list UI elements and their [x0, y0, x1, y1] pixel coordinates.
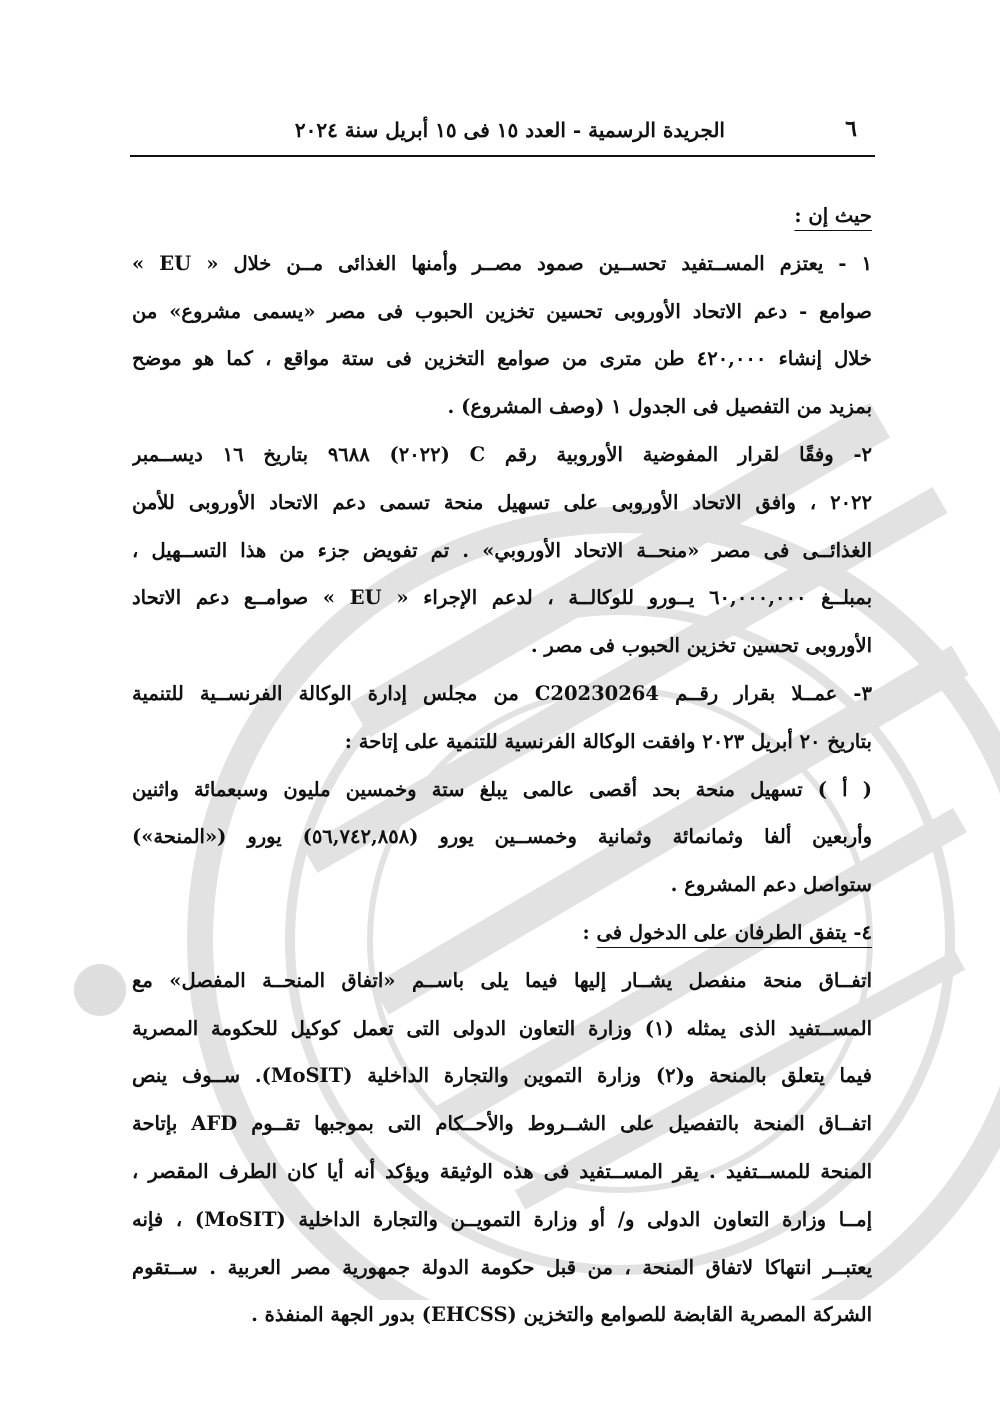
text-line: بتاريخ ٢٠ أبريل ٢٠٢٣ وافقت الوكالة الفرنسية للتنمية على إتاحة : [344, 729, 872, 753]
text-line: فيما يتعلق بالمنحة و(٢) وزارة التموين والتجارة الداخلية (MoSIT). ســوف ينص [132, 1064, 872, 1088]
text-line: الأوروبى تحسين تخزين الحبوب فى مصر . [530, 634, 872, 658]
header-divider [130, 155, 875, 157]
page-number: ٦ [845, 116, 857, 142]
text-line: المنحة للمســتفيد . يقر المســتفيد فى هذه الوثيقة ويؤكد أنه أيا كان الطرف المقصر ، [132, 1159, 872, 1183]
text-line: ٢- وفقًا لقرار المفوضية الأوروبية رقم C (٢٠٢٢) ٩٦٨٨ بتاريخ ١٦ ديســمبر [132, 442, 872, 466]
text-line: بمزيد من التفصيل فى الجدول ١ (وصف المشروع) . [447, 395, 872, 419]
paragraph-4-heading [132, 909, 872, 957]
text-line: يعتبــر انتهاكا لاتفاق المنحة ، من قبل حكومة الدولة جمهورية مصر العربية . ســتقوم [132, 1255, 872, 1279]
text-line: الغذائــى فى مصر «منحــة الاتحاد الأوروبي» . تم تفويض جزء من هذا التســهيل ، [132, 538, 872, 562]
document-body [132, 192, 872, 1339]
paragraph-3 [132, 670, 872, 766]
text-line: ٢٠٢٢ ، وافق الاتحاد الأوروبى على تسهيل منحة تسمى دعم الاتحاد الأوروبى للأمن [132, 490, 872, 514]
paragraph-1 [132, 240, 872, 431]
paragraph-4 [132, 957, 872, 1339]
paragraph-3a [132, 766, 872, 909]
text-line: الشركة المصرية القابضة للصوامع والتخزين (EHCSS) بدور الجهة المنفذة . [251, 1303, 872, 1327]
text-line: ٣- عمــلا بقرار رقــم C20230264 من مجلس إدارة الوكالة الفرنســية للتنمية [132, 681, 872, 705]
whereas-label: حيث إن : [794, 204, 872, 227]
text-line: ( أ ) تسهيل منحة بحد أقصى عالمى يبلغ ستة وخمسين مليون وسبعمائة واثنين [132, 777, 872, 801]
text-line: إمــا وزارة التعاون الدولى و/ أو وزارة التمويــن والتجارة الداخلية (MoSIT) ، فإنه [132, 1207, 872, 1231]
whereas-heading [132, 192, 872, 240]
text-line: اتفــاق المنحة بالتفصيل على الشــروط والأحــكام التى بموجبها تقــوم AFD بإتاحة [132, 1112, 872, 1136]
text-line: بمبلــغ ٦٠,٠٠٠,٠٠٠ يــورو للوكالــة ، لدعم الإجراء « EU » صوامــع دعم الاتحاد [132, 586, 872, 610]
text-line: المســتفيد الذى يمثله (١) وزارة التعاون الدولى التى تعمل كوكيل للحكومة المصرية [132, 1016, 872, 1040]
text-line: وأربعين ألفا وثمانمائة وثمانية وخمســين يورو (٥٦,٧٤٢,٨٥٨) يورو («المنحة») [132, 825, 872, 849]
text-line: خلال إنشاء ٤٢٠,٠٠٠ طن مترى من صوامع التخزين فى ستة مواقع ، كما هو موضح [132, 347, 872, 371]
heading-colon: : [582, 920, 597, 944]
text-line: ستواصل دعم المشروع . [670, 873, 872, 897]
gazette-title: الجريدة الرسمية - العدد ١٥ فى ١٥ أبريل سنة ٢٠٢٤ [294, 118, 725, 142]
text-line: ١ - يعتزم المســتفيد تحســين صمود مصــر وأمنها الغذائى مــن خلال « EU » [132, 251, 872, 275]
text-line: اتفــاق منحة منفصل يشــار إليها فيما يلى باســم «اتفاق المنحــة المفصل» مع [132, 968, 872, 992]
paragraph-2 [132, 431, 872, 670]
agreement-heading: ٤- يتفق الطرفان على الدخول فى [596, 920, 872, 944]
text-line: صوامع - دعم الاتحاد الأوروبى تحسين تخزين الحبوب فى مصر «يسمى مشروع» من [132, 299, 872, 323]
page-header [130, 110, 875, 150]
